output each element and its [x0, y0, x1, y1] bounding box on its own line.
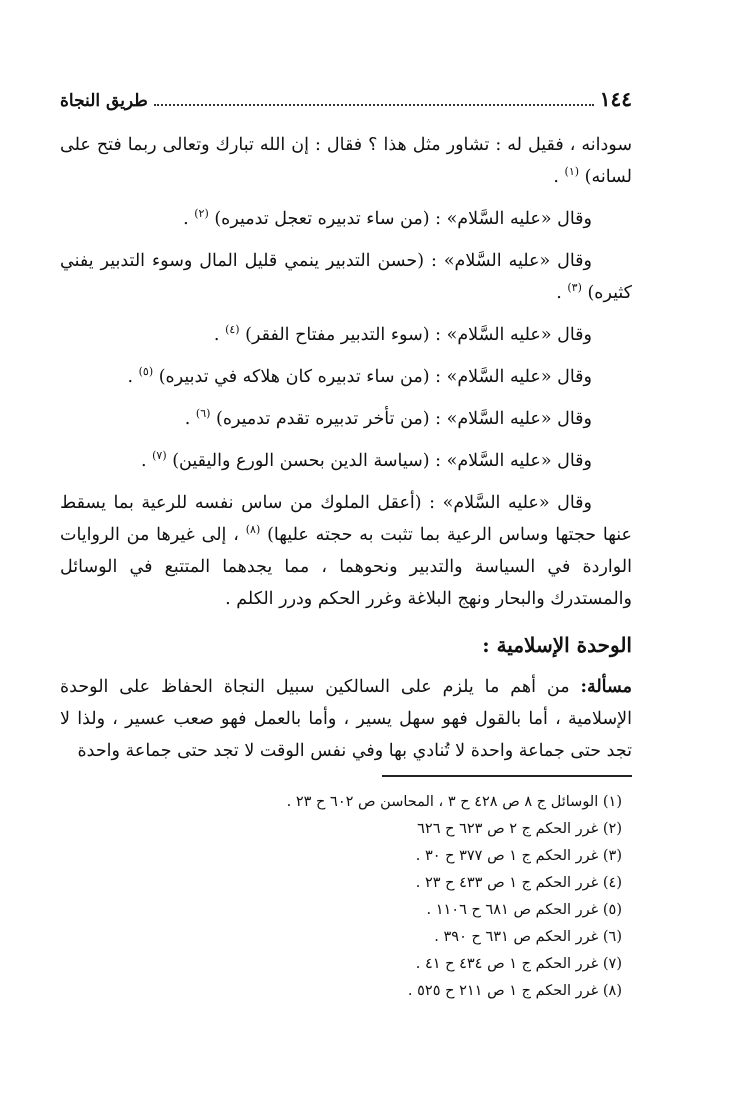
footnote: (٨) غرر الحكم ج ١ ص ٢١١ ح ٥٢٥ . [407, 983, 622, 999]
paragraph-text: سودانه ، فقيل له : تشاور مثل هذا ؟ فقال : إن الله تبارك وتعالى ربما فتح على لسانه) [60, 135, 632, 187]
footnotes [60, 789, 632, 1005]
section-heading: الوحدة الإسلامية : [482, 633, 632, 657]
footnote-marker: (٣) [567, 281, 582, 295]
footnote-marker: (٨) [245, 523, 261, 537]
paragraph-tail: . [184, 409, 196, 429]
paragraph-tail: . [553, 167, 565, 187]
paragraph [60, 361, 632, 393]
book-title: طريق النجاة [60, 91, 148, 111]
paragraph-text: وقال «عليه السَّلام» : (أعقل الملوك من ساس نفسه للرعية بما يسقط عنها حجتها وساس الرعية بما تثبت به حجته عليها) [60, 493, 632, 545]
footnote: (٢) غرر الحكم ج ٢ ص ٦٢٣ ح ٦٢٦ [417, 821, 622, 837]
paragraph [60, 319, 632, 351]
footnote-separator [382, 775, 632, 777]
paragraph-text: وقال «عليه السَّلام» : (من تأخر تدبيره تقدم تدميره) [216, 409, 592, 429]
paragraph-tail: . [127, 367, 139, 387]
paragraph [60, 245, 632, 309]
masala-text: من أهم ما يلزم على السالكين سبيل النجاة الحفاظ على الوحدة الإسلامية ، أما بالقول فهو سهل يسير ، وأما بالعمل فهو صعب عسير ، ولذا لا تجد حتى جماعة واحدة لا تُنادي بها وفي نفس الوقت لا تجد حتى جماعة واحدة [60, 677, 632, 761]
paragraph-text: وقال «عليه السَّلام» : (من ساء تدبيره كان هلاكه في تدبيره) [158, 367, 592, 387]
running-header [60, 85, 632, 111]
paragraph [60, 203, 632, 235]
paragraph [60, 403, 632, 435]
footnote: (١) الوسائل ج ٨ ص ٤٢٨ ح ٣ ، المحاسن ص ٦٠٢ ح ٢٣ . [286, 794, 622, 810]
footnote: (٥) غرر الحكم ص ٦٨١ ح ١١٠٦ . [426, 902, 622, 918]
footnote-marker: (٧) [152, 449, 167, 463]
paragraph-tail: ، إلى غيرها من الروايات الواردة في السياسة والتدبير ونحوهما ، مما يجدهما المتتبع في الوسائل والمستدرك والبحار ونهج البلاغة وغرر الحكم ودرر الكلم . [60, 525, 632, 609]
footnote-marker: (٦) [195, 407, 211, 421]
footnote-marker: (٤) [225, 323, 240, 337]
book-page [60, 85, 632, 1005]
paragraph-text: وقال «عليه السَّلام» : (حسن التدبير ينمي قليل المال وسوء التدبير يفني كثيره) [60, 251, 632, 303]
paragraph [60, 445, 632, 477]
page-number: ١٤٤ [599, 87, 632, 111]
footnote: (٤) غرر الحكم ج ١ ص ٤٣٣ ح ٢٣ . [415, 875, 622, 891]
paragraph-text: وقال «عليه السَّلام» : (من ساء تدبيره تعجل تدميره) [214, 209, 592, 229]
paragraph-tail: . [556, 283, 568, 303]
footnote: (٣) غرر الحكم ج ١ ص ٣٧٧ ح ٣٠ . [415, 848, 622, 864]
masala-term: مسألة: [580, 677, 632, 697]
paragraph-text: وقال «عليه السَّلام» : (سوء التدبير مفتاح الفقر) [245, 325, 592, 345]
main-text [60, 129, 632, 1005]
footnote: (٧) غرر الحكم ج ١ ص ٤٣٤ ح ٤١ . [415, 956, 622, 972]
paragraph-tail: . [140, 451, 153, 471]
masala-paragraph [60, 671, 632, 767]
paragraph-text: وقال «عليه السَّلام» : (سياسة الدين بحسن الورع واليقين) [172, 451, 592, 471]
paragraph-tail: . [213, 325, 226, 345]
footnote-marker: (٢) [194, 207, 209, 221]
footnote-marker: (١) [564, 165, 580, 179]
footnote: (٦) غرر الحكم ص ٦٣١ ح ٣٩٠ . [434, 929, 622, 945]
paragraph-tail: . [183, 209, 195, 229]
paragraph [60, 487, 632, 615]
paragraph [60, 129, 632, 193]
leader-dots [154, 103, 594, 106]
footnote-marker: (٥) [138, 365, 154, 379]
